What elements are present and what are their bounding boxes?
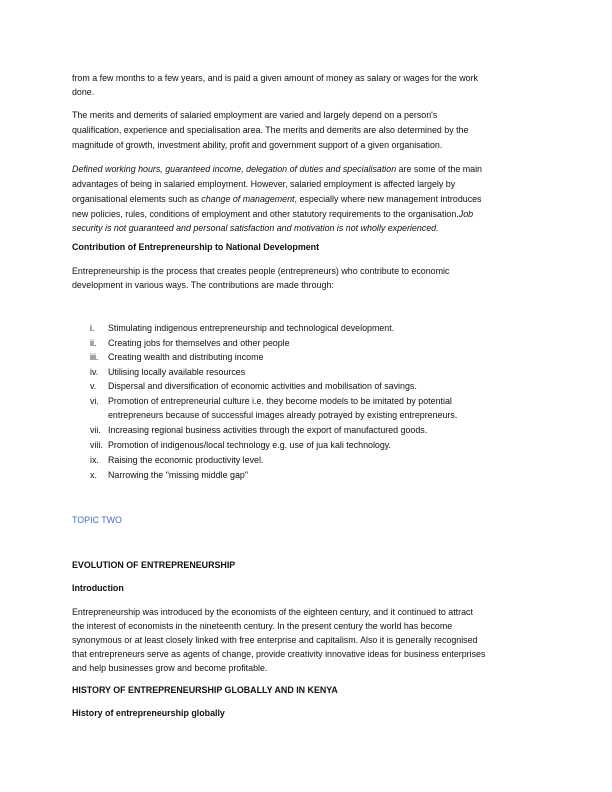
text-line (72, 208, 473, 220)
list-number: iii. (90, 352, 99, 362)
list-item: Raising the economic productivity level. (108, 455, 264, 465)
italic-text: Defined working hours, guaranteed income, delegation of duties and specialisation (72, 164, 397, 174)
list-item: Increasing regional business activities through the export of manufactured goods. (108, 425, 428, 435)
text-line: advantages of being in salaried employment. However, salaried employment is affected largely by (72, 179, 456, 189)
italic-text: Job (458, 209, 474, 219)
list-item: Promotion of entrepreneurial culture i.e. they become models to be imitated by potential (108, 396, 452, 406)
section-heading: Contribution of Entrepreneurship to National Development (72, 242, 320, 252)
subsection-heading: History of entrepreneurship globally (72, 708, 225, 718)
list-number: vi. (90, 396, 99, 406)
section-heading: HISTORY OF ENTREPRENEURSHIP GLOBALLY AND IN KENYA (72, 685, 338, 695)
text: , especially where new management introduces (294, 194, 482, 204)
text-line: qualification, experience and specialisation area. The merits and demerits are also determined by the (72, 125, 469, 135)
text-line: from a few months to a few years, and is paid a given amount of money as salary or wages for the work (72, 73, 478, 83)
topic-label: TOPIC TWO (72, 515, 122, 525)
text-line: security is not guaranteed and personal satisfaction and motivation is not wholly experienced. (72, 223, 439, 233)
list-number: iv. (90, 367, 99, 377)
list-number: ix. (90, 455, 99, 465)
text-line: the interest of economists in the nineteenth century. In the present century the world has become (72, 621, 453, 631)
list-item: Promotion of indigenous/local technology e.g. use of jua kali technology. (108, 440, 392, 450)
list-number: ii. (90, 338, 97, 348)
list-number: vii. (90, 425, 101, 435)
list-item: Creating wealth and distributing income (108, 352, 264, 362)
text-line: synonymous or at least closely linked with free enterprise and capitalism. Also it is generally recognised (72, 635, 478, 645)
text-line: and help businesses grow and become profitable. (72, 663, 268, 673)
list-item: Narrowing the "missing middle gap" (108, 470, 248, 480)
text-line (72, 163, 482, 175)
list-number: i. (90, 323, 95, 333)
text-line: Entrepreneurship was introduced by the economists of the eighteen century, and it continued to attract (72, 607, 473, 617)
list-item-continuation: entrepreneurs because of successful images already potrayed by existing entrepreneurs. (108, 410, 458, 420)
text-line: The merits and demerits of salaried employment are varied and largely depend on a person's (72, 110, 438, 120)
italic-text: change of management (201, 194, 295, 204)
list-number: viii. (90, 440, 103, 450)
list-item: Creating jobs for themselves and other people (108, 338, 290, 348)
text-line: development in various ways. The contributions are made through: (72, 280, 334, 290)
text-line (72, 193, 482, 205)
chapter-heading: EVOLUTION OF ENTREPRENEURSHIP (72, 560, 236, 570)
text: organisational elements such as (72, 194, 202, 204)
list-item: Dispersal and diversification of economic activities and mobilisation of savings. (108, 381, 417, 391)
list-number: v. (90, 381, 97, 391)
text: new policies, rules, conditions of employment and other statutory requirements to the organisation. (72, 209, 459, 219)
list-item: Stimulating indigenous entrepreneurship and technological development. (108, 323, 395, 333)
text-line: Entrepreneurship is the process that creates people (entrepreneurs) who contribute to economic (72, 266, 450, 276)
text-line: magnitude of growth, investment ability, profit and government support of a given organisation. (72, 140, 443, 150)
text-line: done. (72, 87, 95, 97)
section-heading: Introduction (72, 583, 124, 593)
text: are some of the main (396, 164, 482, 174)
text-line: that entrepreneurs serve as agents of change, provide creativity innovative ideas for business enterprises (72, 649, 486, 659)
list-item: Utilising locally available resources (108, 367, 246, 377)
list-number: x. (90, 470, 97, 480)
